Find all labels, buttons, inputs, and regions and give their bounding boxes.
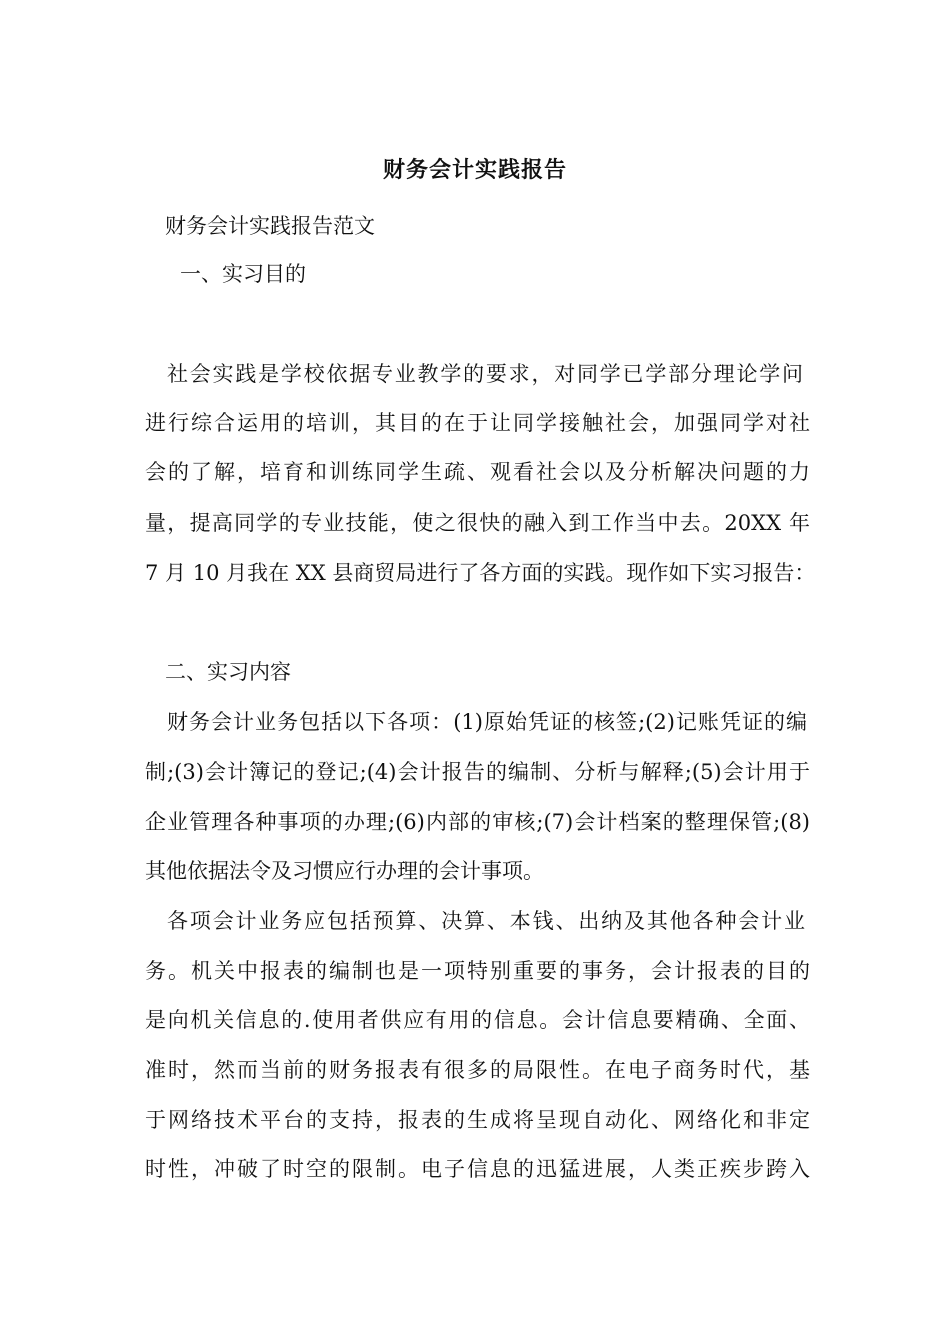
paragraph-line: 时性，冲破了时空的限制。电子信息的迅猛进展，人类正疾步跨入 — [145, 1157, 810, 1181]
section-heading-purpose: 一、实习目的 — [180, 262, 306, 286]
paragraph-line: 7 月 10 月我在 XX 县商贸局进行了各方面的实践。现作如下实习报告： — [145, 561, 816, 585]
paragraph-line: 进行综合运用的培训，其目的在于让同学接触社会，加强同学对社 — [145, 411, 810, 435]
paragraph-line: 企业管理各种事项的办理;(6)内部的审核;(7)会计档案的整理保管;(8) — [145, 810, 810, 834]
section-heading-content: 二、实习内容 — [165, 660, 291, 684]
paragraph-line: 会的了解，培育和训练同学生疏、观看社会以及分析解决问题的力 — [145, 460, 810, 484]
paragraph-line: 各项会计业务应包括预算、决算、本钱、出纳及其他各种会计业 — [167, 909, 805, 933]
paragraph-line: 量，提高同学的专业技能，使之很快的融入到工作当中去。20XX 年 — [145, 511, 810, 535]
document-subtitle: 财务会计实践报告范文 — [165, 214, 375, 238]
paragraph-line: 其他依据法令及习惯应行办理的会计事项。 — [145, 859, 544, 883]
paragraph-line: 务。机关中报表的编制也是一项特别重要的事务，会计报表的目的 — [145, 959, 810, 983]
paragraph-line: 制;(3)会计簿记的登记;(4)会计报告的编制、分析与解释;(5)会计用于 — [145, 760, 810, 784]
paragraph-line: 准时，然而当前的财务报表有很多的局限性。在电子商务时代，基 — [145, 1058, 810, 1082]
paragraph-line: 社会实践是学校依据专业教学的要求，对同学已学部分理论学问 — [167, 362, 803, 386]
paragraph-line: 财务会计业务包括以下各项：(1)原始凭证的核签;(2)记账凭证的编 — [167, 710, 807, 734]
paragraph-line: 是向机关信息的.使用者供应有用的信息。会计信息要精确、全面、 — [145, 1008, 810, 1032]
paragraph-line: 于网络技术平台的支持，报表的生成将呈现自动化、网络化和非定 — [145, 1108, 810, 1132]
document-title: 财务会计实践报告 — [382, 157, 567, 183]
